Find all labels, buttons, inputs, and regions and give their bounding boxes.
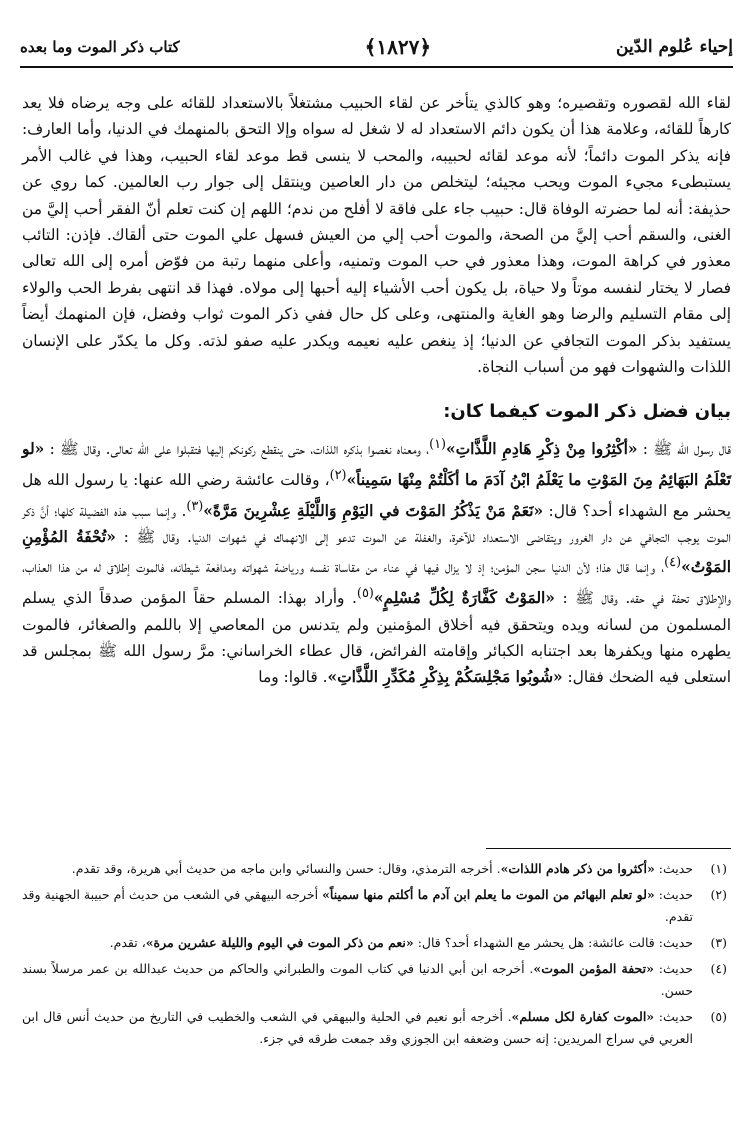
footnote-ref: (١): [429, 437, 447, 453]
text-run: . أخرجه الترمذي، وقال: حسن والنسائي وابن ماجه من حديث أبي هريرة، وقد تقدم.: [71, 861, 501, 876]
hadith-quote: «نعم من ذكر الموت في اليوم والليلة عشرين مرة»: [145, 935, 414, 950]
chapter-title: كتاب ذكر الموت وما بعده: [20, 38, 180, 56]
section-heading: بيان فضل ذكر الموت كيفما كان:: [443, 401, 731, 423]
main-text: [22, 90, 731, 691]
hadith-quote: «لو تعلم البهائم من الموت ما يعلم ابن آدم ما أكلتم منها سميناً»: [322, 887, 655, 902]
hadith-quote: «أكْثِرُوا مِنْ ذِكْرِ هَادِمِ اللَّذَّاتِ»: [446, 440, 638, 459]
footnotes: [22, 858, 731, 1054]
hadith-quote: «نَعَمْ مَنْ يَذْكُرُ المَوْتَ في اليَوْمِ وَاللَّيْلَةِ عِشْرِينَ مَرَّةً»: [203, 501, 544, 520]
footnote-number: (٢): [710, 887, 727, 902]
footnote-number: (٥): [710, 1009, 727, 1024]
text-run: . قالوا: وما: [258, 668, 328, 687]
header-rule: [20, 66, 733, 68]
text-run: حديث:: [654, 861, 693, 876]
footnote: [22, 1006, 731, 1050]
paragraph: [22, 432, 731, 690]
text-run: . وإنما سبب هذه الفضيلة كلها؛ أنَّ ذكر الموت يوجب التجافي عن دار الغرور ويتقاضى الاستعداد للآخرة، والغفلة عن الموت تدعو إلى الانهماك في شهوات الدنيا. وقال ﷺ :: [22, 501, 731, 547]
text-run: حديث:: [654, 887, 693, 902]
footnote: [22, 932, 731, 954]
page-number: ﴿١٨٢٧﴾: [364, 35, 432, 59]
hadith-quote: «لو تَعْلَمُ البَهَائِمُ مِنَ المَوْتِ ما يَعْلَمُ ابْنُ آدَمَ ما أكَلْتُمْ مِنْهَا سَمِيناً»: [22, 440, 731, 490]
footnote-ref: (٤): [664, 555, 682, 571]
text-run: حديث:: [654, 1009, 693, 1024]
footnote-number: (٤): [710, 961, 727, 976]
hadith-quote: «تُحْفَةُ المُؤْمِنِ المَوْتُ»: [22, 528, 731, 577]
footnote: [22, 884, 731, 928]
text-run: . أخرجه أبو نعيم في الحلية والبيهقي في الشعب والخطيب في التاريخ من حديث أنس قال ابن العربي في سراج المريدين: إنه حسن وضعفه ابن الجوزي وقد جمعت طرقه في جزء.: [22, 1009, 693, 1046]
text-run: أخرجه البيهقي في الشعب من حديث أم حبيبة الجهنية وقد تقدم.: [22, 887, 693, 924]
hadith-quote: «شُوبُوا مَجْلِسَكُمْ بِذِكْرِ مُكَدِّرِ اللَّذَّاتِ»: [327, 668, 563, 687]
footnote-text: [22, 958, 693, 1002]
text-run: حديث:: [653, 961, 694, 976]
paragraph: لقاء الله لقصوره وتقصيره؛ وهو كالذي يتأخر عن لقاء الحبيب مشتغلاً بالاستعداد للقائه على وجه يرضاه فلا يعد كارهاً للقائه، وعلامة هذا أن يكون دائم الاستعداد له لا شغل له سواه وإلا التحق بالمنهمك في الدنيا، وأما العارف: فإنه يذكر الموت دائماً؛ لأنه موعد لقائه لحبيبه، والمحب لا ينسى قط موعد لقاء الحبيب، وهذا في غالب الأمر يستبطىء مجيء الموت ويحب مجيئه؛ ليتخلص من دار العاصين وينتقل إلى جوار رب العالمين. كما روي عن حذيفة: أنه لما حضرته الوفاة قال: حبيب جاء على فاقة لا أفلح من ندم؛ اللهم إن كنت تعلم أنّ الفقر أحب إليَّ من الغنى، والسقم أحب إليَّ من الصحة، والموت أحب إلي من العيش فسهل علي الموت حتى ألقاك. فإذن: التائب معذور في كراهة الموت، وهذا معذور في حب الموت وتمنيه، وأعلى منهما رتبة من فوّض أمره إلى الله تعالى فصار لا يختار لنفسه موتاً ولا حياة، بل يكون أحب الأشياء إليه أحبها إلى مولاه. فهذا قد انتهى بفرط الحب والولاء إلى مقام التسليم والرضا وهو الغاية والمنتهى، وعلى كل حال ففي ذكر الموت ثواب وفضل، فإن المنهمك أيضاً يستفيد بذكر الموت التجافي عن الدنيا؛ إذ ينغص عليه نعيمه ويكدر عليه صفو لذته. وكل ما يكدّر على الإنسان اللذات والشهوات فهو من أسباب النجاة.: [22, 94, 731, 377]
text-run: حديث: قالت عائشة: هل يحشر مع الشهداء أحد؟ قال:: [413, 935, 693, 950]
footnote-ref: (٥): [356, 586, 374, 601]
footnote: [22, 958, 731, 1002]
running-header: [20, 30, 733, 64]
footnote-text: [22, 884, 693, 928]
hadith-quote: «تحفة المؤمن الموت»: [533, 961, 654, 976]
footnote-ref: (٣): [186, 498, 204, 514]
text-run: . وأراد بهذا: المسلم حقاً المؤمن صدقاً الذي يسلم المسلمون من لسانه ويده ويتحقق فيه أخلاق المؤمنين ولم يتدنس من المعاصي إلا باللمم والصغائر، فالموت يطهره منها ويكفرها بعد اجتنابه الكبائر وإقامته الفرائض، قال عطاء الخراساني: مرَّ رسول الله ﷺ بمجلس قد استعلى فيه الضحك فقال:: [22, 589, 731, 687]
hadith-quote: «المَوْتُ كَفَّارَةٌ لِكُلِّ مُسْلِمٍ»: [373, 589, 555, 608]
text-run: ، تقدم.: [109, 935, 146, 950]
footnote: [22, 858, 731, 880]
footnote-ref: (٢): [329, 468, 347, 483]
text-run: . أخرجه ابن أبي الدنيا في كتاب الموت والطبراني والحاكم من حديث عبدالله بن عمر مرسلاً بسند حسن.: [22, 961, 693, 998]
footnote-rule: [486, 848, 731, 849]
text-run: ، ومعناه نغصوا بذكره اللذات، حتى ينقطع ركونكم إليها فتقبلوا على الله تعالى. وقال ﷺ :: [44, 440, 430, 459]
footnote-number: (١): [710, 861, 727, 876]
footnote-text: [22, 932, 693, 954]
footnote-text: [22, 1006, 693, 1050]
book-title: إحياء عُلوم الدّين: [616, 37, 733, 57]
footnote-number: (٣): [710, 935, 727, 950]
hadith-quote: «أكثروا من ذكر هادم اللذات»: [500, 861, 655, 876]
text-run: قال رسول الله ﷺ :: [637, 440, 732, 459]
footnote-text: [22, 858, 693, 880]
hadith-quote: «الموت كفارة لكل مسلم»: [511, 1009, 655, 1024]
text-run: ، وقالت عائشة رضي الله عنها: يا رسول الله هل يحشر مع الشهداء أحد؟ قال:: [22, 471, 732, 520]
text-run: ، وإنما قال هذا؛ لأن الدنيا سجن المؤمن؛ إذ لا يزال فيها في عناء من مقاساة نفسه ورياضة شهواته ومدافعة شيطانه، فالموت إطلاق له من هذا العذاب، والإطلاق تحفة في حقه. وقال ﷺ :: [22, 558, 731, 608]
